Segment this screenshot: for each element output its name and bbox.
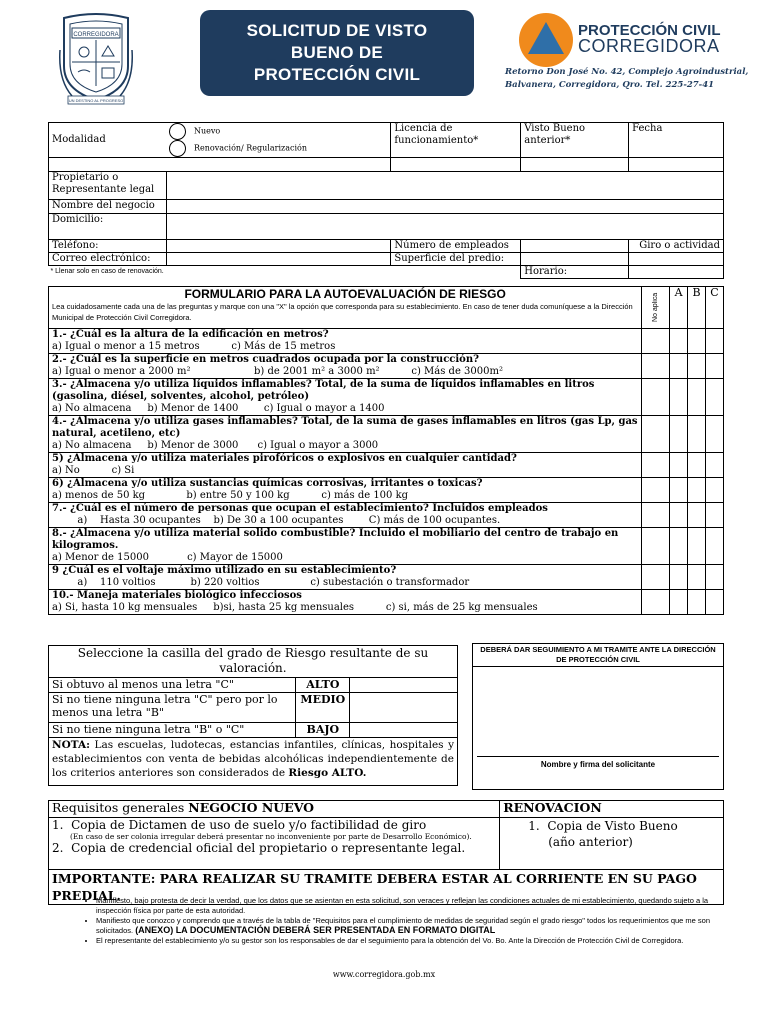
renov-item-1: 1. Copia de Visto Bueno <box>528 819 678 833</box>
risk-check-a[interactable] <box>670 379 688 416</box>
risk-form-instructions: Lea cuidadosamente cada una de las preguntas y marque con una "X" la opción que corresponda para su establecimiento. En caso de tener duda comuníquese a la Dirección Municipal de Protección Civil Corregidora. <box>52 302 633 322</box>
org-name-line2: CORREGIDORA <box>578 36 720 56</box>
risk-check-a[interactable] <box>670 590 688 615</box>
risk-question-cell <box>49 565 642 590</box>
note-item: • Manifiesto, bajo protesta de decir la verdad, que los datos que se asientan en esta solicitud, son veraces y reflejan las condiciones actuales de mi establecimiento, quedando sujeto a la inspección física por parte de esta autoridad. <box>96 896 718 915</box>
importante-note: IMPORTANTE: PARA REALIZAR SU TRAMITE DEBERA ESTAR AL CORRIENTE EN SU PAGO PREDIAL. <box>49 870 724 905</box>
risk-question-cell <box>49 478 642 503</box>
propietario-label: Propietario o Representante legal <box>49 172 167 200</box>
risk-question-text: 10.- Maneja materiales biológico infecciosos <box>52 590 302 601</box>
grade-title: Seleccione la casilla del grado de Riesgo resultante de su valoración. <box>49 646 458 678</box>
risk-check-c[interactable] <box>706 590 724 615</box>
risk-question-answers: a) Igual o menor a 2000 m² b) de 2001 m² a 3000 m² c) Más de 3000m² <box>52 366 503 377</box>
grade-check-bajo[interactable] <box>350 723 458 738</box>
risk-check-c[interactable] <box>706 478 724 503</box>
fecha-label: Fecha <box>629 123 724 158</box>
renovacion-note: * Llenar solo en caso de renovación. <box>50 268 164 275</box>
superficie-field[interactable] <box>521 253 629 266</box>
risk-question-row <box>49 453 724 478</box>
risk-question-text: 7.- ¿Cuál es el número de personas que ocupan el establecimiento? Incluidos empleados <box>52 503 548 514</box>
risk-check-b[interactable] <box>688 416 706 453</box>
req-item-1: 1. Copia de Dictamen de uso de suelo y/o factibilidad de giro <box>52 818 427 832</box>
risk-question-text: 8.- ¿Almacena y/o utiliza material solido combustible? Incluido el mobiliario del centro de trabajo en kilogramos. <box>52 528 619 551</box>
modalidad-options <box>166 123 391 158</box>
col-a: A <box>670 287 688 329</box>
risk-question-row <box>49 478 724 503</box>
note-item: • Manifiesto que conozco y comprendo que a través de la tabla de "Requisitos para el cumplimiento de medidas de seguridad según el grado riesgo" todos los requerimientos que me son solicitados. (ANEXO) LA DOCUMENTACIÓN DEBERÁ SER PRESENTADA EN FORMATO DIGITAL <box>96 916 718 935</box>
col-c: C <box>706 287 724 329</box>
footer-url[interactable]: www.corregidora.gob.mx <box>332 970 436 979</box>
risk-question-row <box>49 528 724 565</box>
risk-question-row <box>49 379 724 416</box>
risk-check-c[interactable] <box>706 453 724 478</box>
renovacion-radio[interactable] <box>169 140 186 157</box>
correo-label: Correo electrónico: <box>49 253 167 266</box>
domicilio-field[interactable] <box>166 214 723 240</box>
risk-question-answers: a) 110 voltios b) 220 voltios c) subestación o transformador <box>52 577 470 588</box>
risk-question-answers: a) Menor de 15000 c) Mayor de 15000 <box>52 552 283 563</box>
risk-question-text: 1.- ¿Cuál es la altura de la edificación en metros? <box>52 329 329 340</box>
seal-text-bottom: UN DESTINO AL PROGRESO <box>68 98 124 103</box>
title-line: SOLICITUD DE VISTO <box>246 21 428 40</box>
risk-form-header <box>49 287 642 329</box>
risk-check-no-aplica[interactable] <box>642 354 670 379</box>
risk-question-cell <box>49 453 642 478</box>
risk-check-c[interactable] <box>706 528 724 565</box>
renovacion-label: Renovación/ Regularización <box>194 143 308 153</box>
col-b: B <box>688 287 706 329</box>
risk-question-answers: a) No almacena b) Menor de 1400 c) Igual o mayor a 1400 <box>52 403 385 414</box>
giro-field[interactable] <box>629 253 724 266</box>
risk-check-c[interactable] <box>706 416 724 453</box>
propietario-field[interactable] <box>166 172 723 200</box>
risk-check-b[interactable] <box>688 354 706 379</box>
risk-question-answers: a) Hasta 30 ocupantes b) De 30 a 100 ocupantes C) más de 100 ocupantes. <box>52 515 501 526</box>
grade-level-medio: MEDIO <box>296 693 350 723</box>
empleados-field[interactable] <box>521 240 629 253</box>
risk-check-a[interactable] <box>670 453 688 478</box>
title-line: PROTECCIÓN CIVIL <box>253 65 421 84</box>
risk-check-b[interactable] <box>688 528 706 565</box>
declaration-notes <box>78 896 718 947</box>
nuevo-label: Nuevo <box>194 126 221 136</box>
requirements-head-new: Requisitos generales NEGOCIO NUEVO <box>49 801 500 818</box>
grade-note: NOTA: Las escuelas, ludotecas, estancias infantiles, clínicas, hospitales y establecimientos con venta de bebidas alcohólicas independientemente de los criterios anteriores son considerados de Riesgo ALTO. <box>49 738 458 786</box>
risk-question-answers: a) No c) Si <box>52 465 135 476</box>
risk-question-cell <box>49 416 642 453</box>
general-data-table <box>48 122 724 279</box>
grade-cond-alto: Si obtuvo al menos una letra "C" <box>49 678 296 693</box>
grade-cond-bajo: Si no tiene ninguna letra "B" o "C" <box>49 723 296 738</box>
grade-level-bajo: BAJO <box>296 723 350 738</box>
risk-question-answers: a) No almacena b) Menor de 3000 c) Igual o mayor a 3000 <box>52 440 379 451</box>
risk-check-a[interactable] <box>670 329 688 354</box>
risk-grade-table <box>48 645 458 786</box>
col-no-aplica: No aplica <box>642 287 670 329</box>
requirements-head-renov: RENOVACION <box>500 801 724 818</box>
giro-label: Giro o actividad <box>629 240 724 253</box>
risk-check-b[interactable] <box>688 478 706 503</box>
telefono-label: Teléfono: <box>49 240 167 253</box>
req-item-2: 2. Copia de credencial oficial del propietario o representante legal. <box>52 841 466 855</box>
risk-check-no-aplica[interactable] <box>642 565 670 590</box>
org-name-line1: PROTECCIÓN CIVIL <box>578 22 721 39</box>
grade-check-alto[interactable] <box>350 678 458 693</box>
risk-check-a[interactable] <box>670 528 688 565</box>
requirements-new-list <box>49 818 500 870</box>
risk-question-row <box>49 416 724 453</box>
proteccion-civil-logo-icon <box>518 12 574 68</box>
risk-question-text: 2.- ¿Cuál es la superficie en metros cuadrados ocupada por la construcción? <box>52 354 479 365</box>
risk-question-text: 6) ¿Almacena y/o utiliza sustancias químicas corrosivas, irritantes o toxicas? <box>52 478 483 489</box>
risk-question-text: 9 ¿Cuál es el voltaje máximo utilizado en su establecimiento? <box>52 565 397 576</box>
fecha-field[interactable] <box>629 158 724 172</box>
org-address: Retorno Don José No. 42, Complejo Agroindustrial, Balvanera, Corregidora, Qro. Tel. 225-27-41 <box>505 67 749 90</box>
blank-cell <box>49 158 391 172</box>
risk-check-no-aplica[interactable] <box>642 453 670 478</box>
risk-check-a[interactable] <box>670 565 688 590</box>
risk-check-a[interactable] <box>670 354 688 379</box>
nuevo-radio[interactable] <box>169 123 186 140</box>
risk-question-cell <box>49 590 642 615</box>
risk-check-a[interactable] <box>670 503 688 528</box>
licencia-field[interactable] <box>391 158 521 172</box>
risk-question-row <box>49 565 724 590</box>
telefono-field[interactable] <box>166 240 391 253</box>
risk-check-no-aplica[interactable] <box>642 379 670 416</box>
risk-check-c[interactable] <box>706 565 724 590</box>
risk-question-row <box>49 503 724 528</box>
risk-question-cell <box>49 379 642 416</box>
risk-check-c[interactable] <box>706 354 724 379</box>
superficie-label: Superficie del predio: <box>391 253 521 266</box>
risk-check-no-aplica[interactable] <box>642 528 670 565</box>
risk-question-row <box>49 354 724 379</box>
visto-bueno-label: Visto Bueno anterior* <box>521 123 629 158</box>
risk-check-b[interactable] <box>688 379 706 416</box>
risk-check-a[interactable] <box>670 478 688 503</box>
risk-check-b[interactable] <box>688 503 706 528</box>
note-item: • El representante del establecimiento y/o su gestor son los responsables de dar el seguimiento para la obtención del Vo. Bo. Ante la Dirección de Protección Civil de Corregidora. <box>96 936 718 946</box>
municipal-seal <box>58 10 134 106</box>
grade-check-medio[interactable] <box>350 693 458 723</box>
req-item-1-note: (En caso de ser colonia irregular deberá presentar no inconveniente por parte de Desarrollo Económico). <box>70 832 472 841</box>
seal-text-top: CORREGIDORA <box>73 32 119 38</box>
risk-question-text: 3.- ¿Almacena y/o utiliza líquidos inflamables? Total, de la suma de líquidos inflamables en litros (gasolina, diésel, solventes, alcohol, petróleo) <box>52 379 595 402</box>
risk-question-row <box>49 329 724 354</box>
risk-question-text: 4.- ¿Almacena y/o utiliza gases inflamables? Total, de la suma de gases inflamables en litros (gas Lp, gas natural, acetileno, etc) <box>52 416 638 439</box>
risk-form-title: FORMULARIO PARA LA AUTOEVALUACIÓN DE RIESGO <box>184 287 506 301</box>
risk-check-b[interactable] <box>688 565 706 590</box>
risk-question-answers: a) menos de 50 kg b) entre 50 y 100 kg c) más de 100 kg <box>52 490 409 501</box>
grade-level-alto: ALTO <box>296 678 350 693</box>
empleados-label: Número de empleados <box>391 240 521 253</box>
requirements-renov-list <box>500 818 724 870</box>
risk-question-cell <box>49 528 642 565</box>
risk-question-row <box>49 590 724 615</box>
risk-question-text: 5) ¿Almacena y/o utiliza materiales pirofóricos o explosivos en cualquier cantidad? <box>52 453 517 464</box>
risk-question-cell <box>49 354 642 379</box>
visto-bueno-field[interactable] <box>521 158 629 172</box>
risk-question-answers: a) Si, hasta 10 kg mensuales b)si, hasta 25 kg mensuales c) si, más de 25 kg mensuales <box>52 602 538 613</box>
risk-check-no-aplica[interactable] <box>642 478 670 503</box>
risk-check-b[interactable] <box>688 453 706 478</box>
page-title <box>200 10 474 96</box>
risk-check-c[interactable] <box>706 329 724 354</box>
signature-label: Nombre y firma del solicitante <box>540 760 656 769</box>
modalidad-label: Modalidad <box>49 123 167 158</box>
risk-check-b[interactable] <box>688 590 706 615</box>
horario-label: Horario: <box>521 266 629 279</box>
risk-check-no-aplica[interactable] <box>642 329 670 354</box>
risk-check-no-aplica[interactable] <box>642 590 670 615</box>
domicilio-label: Domicilio: <box>49 214 167 240</box>
negocio-field[interactable] <box>166 200 723 214</box>
risk-question-cell <box>49 329 642 354</box>
title-line: BUENO DE <box>290 43 384 62</box>
risk-check-c[interactable] <box>706 503 724 528</box>
follow-up-title: DEBERÁ DAR SEGUIMIENTO A MI TRAMITE ANTE LA DIRECCIÓN DE PROTECCIÓN CIVIL <box>473 644 723 667</box>
risk-check-no-aplica[interactable] <box>642 416 670 453</box>
risk-check-no-aplica[interactable] <box>642 503 670 528</box>
grade-cond-medio: Si no tiene ninguna letra "C" pero por lo menos una letra "B" <box>49 693 296 723</box>
risk-question-cell <box>49 503 642 528</box>
risk-check-a[interactable] <box>670 416 688 453</box>
risk-check-b[interactable] <box>688 329 706 354</box>
risk-check-c[interactable] <box>706 379 724 416</box>
follow-up-box <box>472 643 724 790</box>
correo-field[interactable] <box>166 253 391 266</box>
renov-item-1b: (año anterior) <box>548 835 633 849</box>
negocio-label: Nombre del negocio <box>49 200 167 214</box>
risk-form-table <box>48 286 724 615</box>
horario-field[interactable] <box>629 266 724 279</box>
risk-question-answers: a) Igual o menor a 15 metros c) Más de 15 metros <box>52 341 336 352</box>
licencia-label: Licencia de funcionamiento* <box>391 123 521 158</box>
signature-line[interactable] <box>477 756 719 757</box>
requirements-table <box>48 800 724 905</box>
